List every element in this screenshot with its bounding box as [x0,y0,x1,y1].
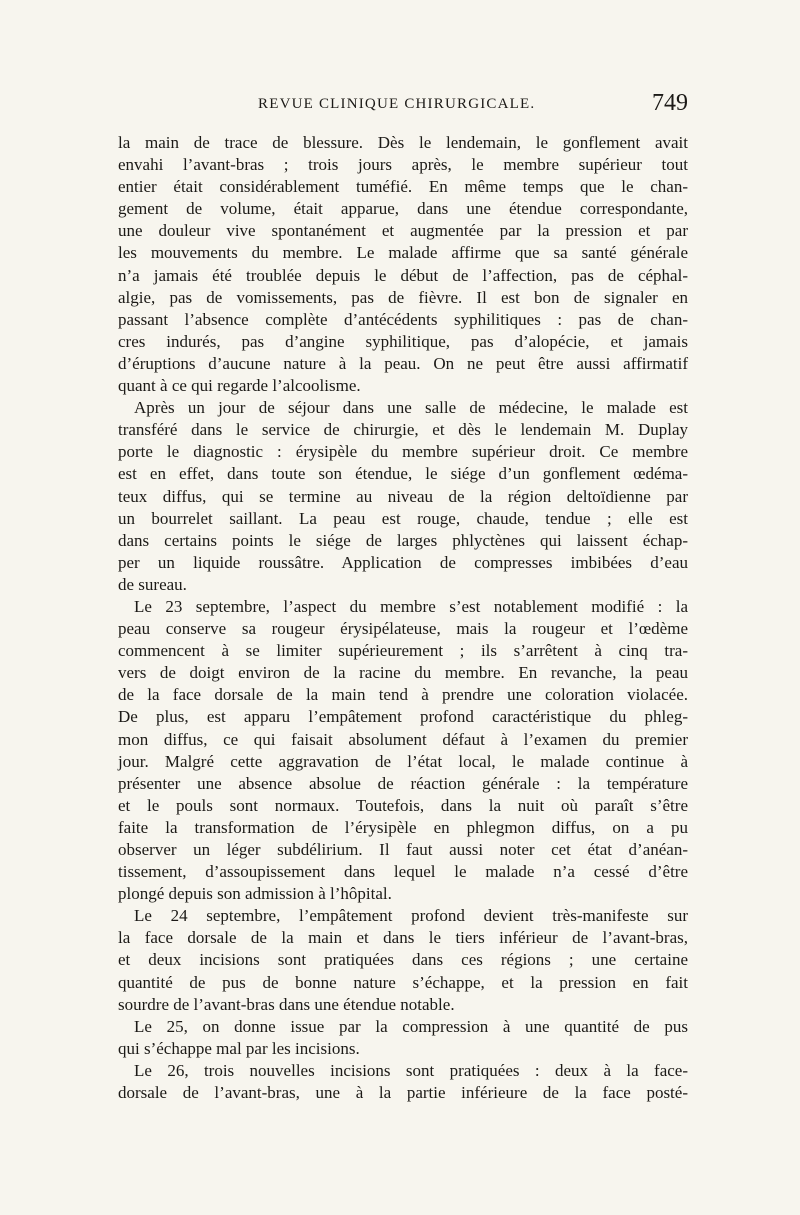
text-line: dans certains points le siége de larges phlyctènes qui laissent échap- [118,530,688,550]
text-line: une douleur vive spontanément et augmentée par la pression et par [118,221,688,241]
text-line: Le 26, trois nouvelles incisions sont pratiquées : deux à la face- [134,1060,688,1080]
text-line: d’éruptions d’aucune nature à la peau. On ne peut être aussi affirmatif [118,353,688,373]
text-line: vers de doigt environ de la racine du membre. En revanche, la peau [118,663,688,683]
text-line: présenter une absence absolue de réaction générale : la température [118,773,688,793]
text-line: Le 24 septembre, l’empâtement profond devient très-manifeste sur [134,906,688,926]
text-line: jour. Malgré cette aggravation de l’état local, le malade continue à [118,751,688,771]
text-line: de sureau. [118,574,187,594]
text-line: commencent à se limiter supérieurement ; ils s’arrêtent à cinq tra- [118,641,688,661]
text-line: peau conserve sa rougeur érysipélateuse, mais la rougeur et l’œdème [118,619,688,639]
text-line: cres indurés, pas d’angine syphilitique, pas d’alopécie, et jamais [118,331,688,351]
text-line: et le pouls sont normaux. Toutefois, dans la nuit où paraît s’être [118,795,688,815]
text-line: la face dorsale de la main et dans le tiers inférieur de l’avant-bras, [118,928,688,948]
running-head [118,90,688,122]
text-line: tissement, d’assoupissement dans lequel le malade n’a cessé d’être [118,862,688,882]
text-line: envahi l’avant-bras ; trois jours après, le membre supérieur tout [118,155,688,175]
text-line: est en effet, dans toute son étendue, le siége d’un gonflement œdéma- [118,464,688,484]
text-line: Le 25, on donne issue par la compression à une quantité de pus [134,1016,688,1036]
text-line: n’a jamais été troublée depuis le début de l’affection, pas de céphal- [118,265,688,285]
text-line: passant l’absence complète d’antécédents syphilitiques : pas de chan- [118,309,688,329]
text-line: porte le diagnostic : érysipèle du membre supérieur droit. Ce membre [118,442,688,462]
page-number: 749 [652,90,688,116]
text-line: teux diffus, qui se termine au niveau de la région deltoïdienne par [118,486,688,506]
text-line: et deux incisions sont pratiquées dans ces régions ; une certaine [118,950,688,970]
text-line: observer un léger subdélirium. Il faut aussi noter cet état d’anéan- [118,840,688,859]
text-line: entier était considérablement tuméfié. En même temps que le chan- [118,177,688,197]
text-line: quant à ce qui regarde l’alcoolisme. [118,376,361,396]
text-line: mon diffus, ce qui faisait absolument défaut à l’examen du premier [118,729,688,749]
body-text [118,132,688,1104]
text-line: De plus, est apparu l’empâtement profond caractéristique du phleg- [118,707,688,727]
text-line: gement de volume, était apparue, dans une étendue correspondante, [118,199,688,219]
text-line: transféré dans le service de chirurgie, et dès le lendemain M. Duplay [118,420,688,440]
text-line: faite la transformation de l’érysipèle en phlegmon diffus, on a pu [118,817,688,837]
text-line: per un liquide roussâtre. Application de compresses imbibées d’eau [118,552,688,572]
text-line: algie, pas de vomissements, pas de fièvre. Il est bon de signaler en [118,287,688,307]
text-line: Le 23 septembre, l’aspect du membre s’est notablement modifié : la [134,596,688,616]
text-line: dorsale de l’avant-bras, une à la partie inférieure de la face posté- [118,1083,688,1103]
text-line: sourdre de l’avant-bras dans une étendue notable. [118,994,455,1014]
text-line: Après un jour de séjour dans une salle de médecine, le malade est [134,398,688,418]
text-line: quantité de pus de bonne nature s’échappe, et la pression en fait [118,972,688,992]
text-line: un bourrelet saillant. La peau est rouge, chaude, tendue ; elle est [118,508,688,528]
text-line: qui s’échappe mal par les incisions. [118,1038,360,1058]
text-line: les mouvements du membre. Le malade affirme que sa santé générale [118,243,688,263]
text-line: de la face dorsale de la main tend à prendre une coloration violacée. [118,685,688,705]
running-title: REVUE CLINIQUE CHIRURGICALE. [258,96,536,112]
text-line: la main de trace de blessure. Dès le lendemain, le gonflement avait [118,133,688,152]
text-line: plongé depuis son admission à l’hôpital. [118,884,392,904]
